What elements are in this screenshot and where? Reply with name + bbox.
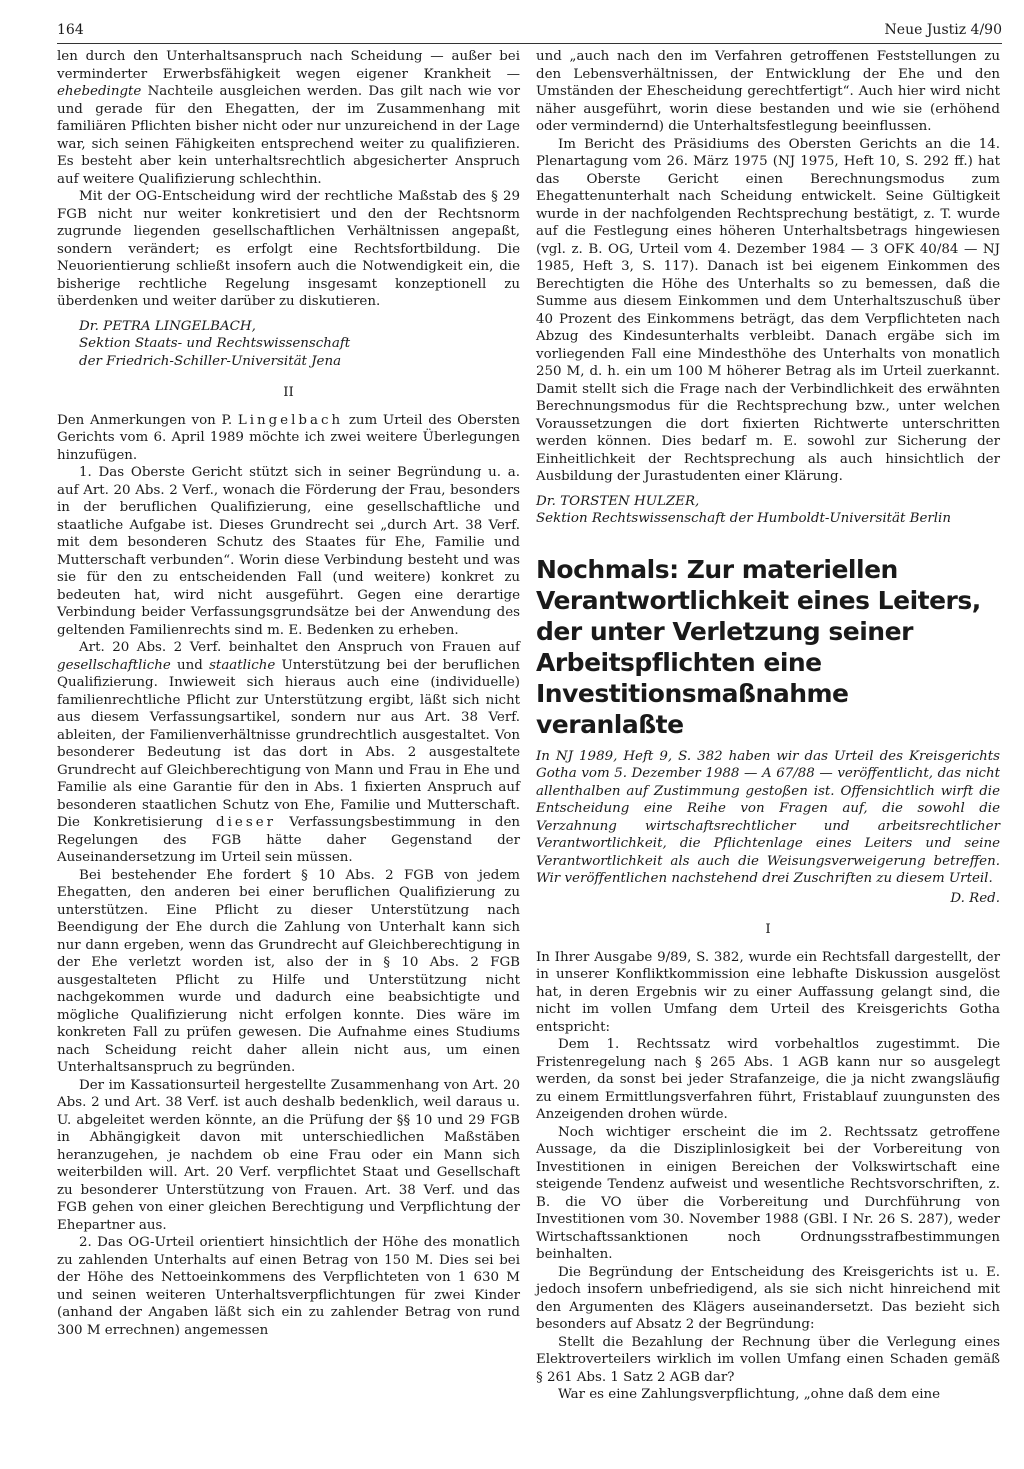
paragraph: War es eine Zahlungsverpflichtung, „ohne daß dem eine [558, 1387, 941, 1402]
paragraph: Der im Kassationsurteil hergestellte Zusammenhang von Art. 20 Abs. 2 und Art. 38 Verf. ist auch deshalb bedenklich, weil daraus u. U. abgeleitet werden könnte, an die Prüfung der §§ 10 und 29 FGB in Abhängigkeit davon mit unterschiedlichen Maßstäben heranzugehen, je nachdem ob eine Frau oder ein Mann sich weiterbilden will. Art. 20 Verf. verpflichtet Staat und Gesellschaft zu besonderer Unterstützung von Frauen. Art. 38 Verf. und das FGB gehen von einer gleichen Berechtigung und Verpflichtung der Ehepartner aus. [57, 1077, 520, 1233]
paragraph: Stellt die Bezahlung der Rechnung über die Verlegung eines Elektroverteilers wirklich im vollen Umfang einen Schaden gemäß § 261 Abs. 1 Satz 2 AGB dar? [536, 1334, 1000, 1385]
paragraph: Bei bestehender Ehe fordert § 10 Abs. 2 FGB von jedem Ehegatten, den anderen bei einer beruflichen Qualifizierung zu unterstützen. Eine Pflicht zu dieser Unterstützung nach Beendigung der Ehe durch die Zahlung von Unterhalt kann sich nur dann ergeben, wenn das Grundrecht auf Gleichberechtigung in der Ehe verletzt worden ist, also der in § 10 Abs. 2 FGB ausgestalteten Pflicht zu Hilfe und Unterstützung nicht nachgekommen wurde und dadurch eine beabsichtigte und mögliche Qualifizierung nicht erfolgen konnte. Dies wäre im konkreten Fall zu prüfen gewesen. Die Aufnahme eines Studiums nach Scheidung reicht daher allein nicht aus, um einen Unterhaltsanspruch zu begründen. [57, 867, 520, 1075]
paragraph: 2. Das OG-Urteil orientiert hinsichtlich der Höhe des monatlich zu zahlenden Unterhalts auf einen Betrag von 150 M. Dies sei bei der Höhe des Nettoeinkommens des Verpflichteten von 1 630 M und seinen weiteren Unterhaltsverpflichtungen für zwei Kinder (anhand der Angaben läßt sich ein zu zahlender Betrag von rund 300 M errechnen) angemessen [57, 1235, 520, 1338]
paragraph: Den Anmerkungen von P. Lingelbach zum Urteil des Obersten Gerichts vom 6. April 1989 möchte ich zwei weitere Überlegungen hinzufügen. [57, 412, 520, 463]
author-signature: Dr. TORSTEN HULZER, Sektion Rechtswissenschaft der Humboldt-Universität Berlin [536, 493, 951, 526]
paragraph: 1. Das Oberste Gericht stützt sich in seiner Begründung u. a. auf Art. 20 Abs. 2 Verf., wonach die Förderung der Frau, besonders in der beruflichen Qualifizierung, eine gesellschaftliche und staatliche Aufgabe ist. Dieses Grundrecht sei „durch Art. 38 Verf. mit dem besonderen Schutz des Staates für Ehe, Familie und Mutterschaft verbunden“. Worin diese Verbindung besteht und was sie für den zu entscheidenden Fall (und weitere) konkret zu bedeuten hat, wird nicht ausgeführt. Gegen eine derartige Verbindung beider Verfassungsgrundsätze bei der Anwendung des geltenden Familienrechts sind m. E. Bedenken zu erheben. [57, 465, 520, 638]
editorial-intro: In NJ 1989, Heft 9, S. 382 haben wir das Urteil des Kreisgerichts Gotha vom 5. Dezember 1988 — A 67/88 — veröffentlicht, das nicht allenthalben auf Zustimmung gestoßen ist. Offensichtlich wirft die Entscheidung eine Reihe von Fragen auf, die sowohl die Verzahnung wirtschaftsrechtlicher und arbeitsrechtlicher Verantwortlichkeit, die Pflichtenlage eines Leiters und seine Verantwortlichkeit als auch die Weisungsverweigerung betreffen. Wir veröffentlichen nachstehend drei Zuschriften zu diesem Urteil. [536, 748, 1000, 886]
paragraph: Die Begründung der Entscheidung des Kreisgerichts ist u. E. jedoch insofern unbefriedigend, als sie sich nicht hinreichend mit den Argumenten des Klägers auseinandersetzt. Das bezieht sich besonders auf Absatz 2 der Begründung: [536, 1264, 1000, 1332]
page-number: 164 [57, 22, 84, 38]
author-signature: Dr. PETRA LINGELBACH, Sektion Staats- und Rechtswissenschaft der Friedrich-Schiller-Universität Jena [79, 318, 351, 369]
section-heading: II [283, 385, 294, 400]
paragraph: Noch wichtiger erscheint die im 2. Rechtssatz getroffene Aussage, da die Disziplinlosigkeit bei der Vorbereitung von Investitionen in einigen Bereichen der Volkswirtschaft eine steigende Tendenz aufweist und wesentliche Rechtsvorschriften, z. B. die VO über die Vorbereitung und Durchführung von Investitionen vom 30. November 1988 (GBl. I Nr. 26 S. 287), weder Wirtschaftssanktionen noch Ordnungsstrafbestimmungen beinhalten. [536, 1124, 1000, 1262]
left-column [57, 48, 520, 1339]
paragraph: Dem 1. Rechtssatz wird vorbehaltlos zugestimmt. Die Fristenregelung nach § 265 Abs. 1 AGB kann nur so ausgelegt werden, da sonst bei jeder Strafanzeige, die ja nicht zwangsläufig zu einem Ermittlungsverfahren führt, Fristablauf zuungunsten des Anzeigenden drohen würde. [536, 1037, 1000, 1122]
header-rule [57, 43, 1002, 44]
paragraph: In Ihrer Ausgabe 9/89, S. 382, wurde ein Rechtsfall dargestellt, der in unserer Konfliktkommission eine lebhafte Diskussion ausgelöst hat, in deren Ergebnis wir zu einer Auffassung gelangt sind, die nicht im vollen Umfang dem Urteil des Kreisgerichts Gotha entspricht: [536, 949, 1000, 1035]
paragraph: Mit der OG-Entscheidung wird der rechtliche Maßstab des § 29 FGB nicht nur weiter konkretisiert und den der Rechtsnorm zugrunde liegenden gesellschaftlichen Verhältnissen angepaßt, sondern verändert; es erfolgt eine Rechtsfortbildung. Die Neuorientierung schließt insofern auch die Notwendigkeit ein, die bisherige rechtliche Regelung insgesamt konzeptionell zu überdenken und weiter darüber zu diskutieren. [57, 189, 520, 309]
right-column [536, 48, 1000, 1404]
editorial-signature: D. Red. [950, 890, 1000, 906]
article-headline: Nochmals: Zur materiellen Verantwortlichkeit eines Leiters, der unter Verletzung seiner Arbeitspflichten eine Investitionsmaßnahme veranlaßte [536, 554, 981, 739]
paragraph: Im Bericht des Präsidiums des Obersten Gerichts an die 14. Plenartagung vom 26. März 1975 (NJ 1975, Heft 10, S. 292 ff.) hat das Oberste Gericht einen Berechnungsmodus zum Ehegattenunterhalt nach Scheidung entwickelt. Seine Gültigkeit wurde in der nachfolgenden Rechtsprechung bestätigt, z. T. wurde auf die Festlegung eines höheren Unterhaltsbetrags hingewiesen (vgl. z. B. OG, Urteil vom 4. Dezember 1984 — 3 OFK 40/84 — NJ 1985, Heft 3, S. 117). Danach ist bei eigenem Einkommen des Berechtigten die Höhe des Unterhalts so zu bemessen, daß die Summe aus diesem Einkommen und dem Unterhaltszuschuß über 40 Prozent des Einkommens beträgt, das dem Verpflichteten nach Abzug des Kindesunterhalts verbleibt. Danach ergäbe sich im vorliegenden Fall eine Mindesthöhe des Unterhalts von monatlich 250 M, d. h. ein um 100 M höherer Betrag als im Urteil zuerkannt. Damit stellt sich die Frage nach der Verbindlichkeit des erwähnten Berechnungsmodus für die Rechtsprechung bzw., unter welchen Voraussetzungen die dort fixierten Richtwerte unterschritten werden können. Dies bedarf m. E. sowohl zur Sicherung der Einheitlichkeit der Rechtsprechung als auch hinsichtlich der Ausbildung der Jurastudenten einer Klärung. [536, 136, 1000, 484]
journal-issue: Neue Justiz 4/90 [884, 22, 1002, 38]
paragraph: Art. 20 Abs. 2 Verf. beinhaltet den Anspruch von Frauen auf gesellschaftliche und staatliche Unterstützung bei der beruflichen Qualifizierung. Inwieweit sich hieraus auch eine (individuelle) familienrechtliche Pflicht zur Unterstützung ergibt, läßt sich nicht aus diesem Verfassungsartikel, sondern nur aus Art. 38 Verf. ableiten, der Familienverhältnisse grundrechtlich ausgestaltet. Von besonderer Bedeutung ist das dort in Abs. 2 ausgestaltete Grundrecht auf Gleichberechtigung von Mann und Frau in Ehe und Familie als eine Garantie für den in Abs. 1 fixierten Anspruch auf besonderen staatlichen Schutz von Ehe, Familie und Mutterschaft. Die Konkretisierung dieser Verfassungsbestimmung in den Regelungen des FGB hätte daher Gegenstand der Auseinandersetzung im Urteil sein müssen. [57, 640, 520, 865]
section-heading: I [765, 922, 771, 937]
paragraph: und „auch nach den im Verfahren getroffenen Feststellungen zu den Lebensverhältnissen, der Entwicklung der Ehe und den Umständen der Ehescheidung gerechtfertigt“. Auch hier wird nicht näher ausgeführt, worin diese bestanden und wie sie (erhöhend oder vermindernd) die Unterhaltsfestlegung beeinflussen. [536, 49, 1000, 134]
paragraph: len durch den Unterhaltsanspruch nach Scheidung — außer bei verminderter Erwerbsfähigkeit wegen eigener Krankheit — ehebedingte Nachteile ausgleichen werden. Das gilt nach wie vor und gerade für den Ehegatten, der im Zusammenhang mit familiären Pflichten bisher nicht oder nur unzureichend in der Lage war, sich seinen Fähigkeiten entsprechend weiter zu qualifizieren. Es besteht aber kein unterhaltsrechtlich abgesicherter Anspruch auf weitere Qualifizierung schlechthin. [57, 49, 520, 187]
